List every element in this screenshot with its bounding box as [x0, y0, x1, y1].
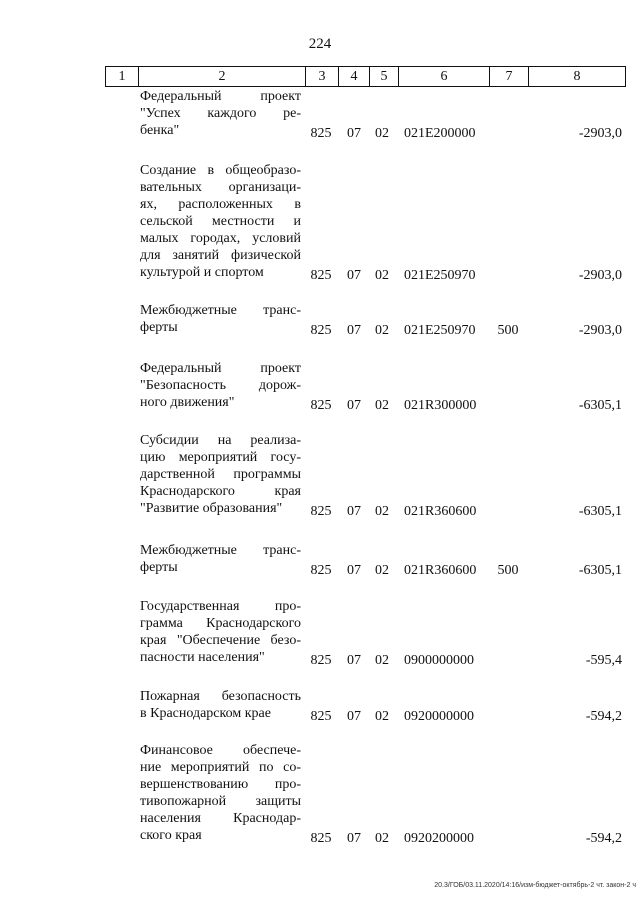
description-line: дарственной программы [140, 467, 301, 482]
description-line: вательных организаци- [140, 180, 301, 195]
description-line: Федеральный проект [140, 89, 301, 104]
description-line: Создание в общеобразо- [140, 163, 301, 178]
row-description [140, 88, 301, 139]
cell-col-8: -6305,1 [578, 563, 622, 578]
cell-col-8: -2903,0 [578, 126, 622, 141]
cell-col-4: 07 [347, 563, 361, 578]
description-line: малых городах, условий [140, 231, 301, 246]
cell-col-8: -594,2 [585, 709, 622, 724]
header-col-7: 7 [490, 67, 529, 87]
description-line: тивопожарной защиты [140, 794, 301, 809]
description-line: ского края [140, 828, 202, 843]
cell-col-4: 07 [347, 709, 361, 724]
footer-stamp: 20.3/ГОБ/03.11.2020/14:16/изм-бюджет-октябрь-2 чт. закон-2 ч [434, 882, 636, 889]
cell-col-6: 021R360600 [404, 504, 477, 519]
cell-col-5: 02 [375, 323, 389, 338]
cell-col-6: 021R300000 [404, 398, 477, 413]
row-description [140, 598, 301, 666]
page-number: 224 [308, 36, 332, 52]
description-line: Межбюджетные транс- [140, 303, 301, 318]
row-description [140, 688, 301, 722]
description-line: Субсидии на реализа- [140, 433, 301, 448]
description-line: Краснодарского края [140, 484, 301, 499]
row-description [140, 162, 301, 281]
cell-col-5: 02 [375, 831, 389, 846]
cell-col-4: 07 [347, 323, 361, 338]
description-line: Федеральный проект [140, 361, 301, 376]
cell-col-3: 825 [310, 831, 332, 846]
cell-col-8: -2903,0 [578, 323, 622, 338]
row-description [140, 302, 301, 336]
description-line: цию мероприятий госу- [140, 450, 301, 465]
cell-col-6: 021Е250970 [404, 268, 476, 283]
header-col-1: 1 [106, 67, 139, 87]
cell-col-5: 02 [375, 126, 389, 141]
description-line: края "Обеспечение безо- [140, 633, 301, 648]
description-line: грамма Краснодарского [140, 616, 301, 631]
description-line: "Успех каждого ре- [140, 106, 301, 121]
cell-col-5: 02 [375, 563, 389, 578]
cell-col-5: 02 [375, 653, 389, 668]
cell-col-4: 07 [347, 398, 361, 413]
cell-col-6: 021Е250970 [404, 323, 476, 338]
row-description [140, 360, 301, 411]
cell-col-8: -6305,1 [578, 398, 622, 413]
cell-col-7: 500 [497, 323, 519, 338]
cell-col-6: 0900000000 [404, 653, 474, 668]
description-line: ях, расположенных в [140, 197, 301, 212]
cell-col-5: 02 [375, 398, 389, 413]
cell-col-3: 825 [310, 323, 332, 338]
description-line: Финансовое обеспече- [140, 743, 301, 758]
header-col-5: 5 [370, 67, 399, 87]
cell-col-4: 07 [347, 504, 361, 519]
row-description [140, 742, 301, 844]
description-line: вершенствованию про- [140, 777, 301, 792]
cell-col-3: 825 [310, 709, 332, 724]
cell-col-8: -594,2 [585, 831, 622, 846]
description-line: ферты [140, 320, 178, 335]
description-line: Пожарная безопасность [140, 689, 301, 704]
cell-col-3: 825 [310, 398, 332, 413]
cell-col-8: -2903,0 [578, 268, 622, 283]
description-line: Государственная про- [140, 599, 301, 614]
description-line: сельской местности и [140, 214, 301, 229]
description-line: "Развитие образования" [140, 501, 283, 516]
cell-col-3: 825 [310, 563, 332, 578]
header-col-3: 3 [306, 67, 339, 87]
description-line: ние мероприятий по со- [140, 760, 301, 775]
cell-col-8: -595,4 [585, 653, 622, 668]
header-col-4: 4 [339, 67, 370, 87]
row-description [140, 432, 301, 517]
cell-col-8: -6305,1 [578, 504, 622, 519]
header-col-2: 2 [139, 67, 306, 87]
cell-col-6: 0920200000 [404, 831, 474, 846]
description-line: населения Краснодар- [140, 811, 301, 826]
cell-col-7: 500 [497, 563, 519, 578]
cell-col-4: 07 [347, 268, 361, 283]
description-line: "Безопасность дорож- [140, 378, 301, 393]
cell-col-3: 825 [310, 504, 332, 519]
header-col-6: 6 [399, 67, 490, 87]
description-line: для занятий физической [140, 248, 301, 263]
description-line: пасности населения" [140, 650, 265, 665]
header-col-8: 8 [529, 67, 626, 87]
cell-col-4: 07 [347, 831, 361, 846]
row-description [140, 542, 301, 576]
description-line: в Краснодарском крае [140, 706, 271, 721]
description-line: ного движения" [140, 395, 235, 410]
description-line: ферты [140, 560, 178, 575]
cell-col-6: 021Е200000 [404, 126, 476, 141]
cell-col-5: 02 [375, 504, 389, 519]
description-line: бенка" [140, 123, 180, 138]
description-line: Межбюджетные транс- [140, 543, 301, 558]
cell-col-5: 02 [375, 268, 389, 283]
description-line: культурой и спортом [140, 265, 264, 280]
cell-col-4: 07 [347, 653, 361, 668]
cell-col-6: 021R360600 [404, 563, 477, 578]
cell-col-3: 825 [310, 653, 332, 668]
cell-col-4: 07 [347, 126, 361, 141]
cell-col-3: 825 [310, 126, 332, 141]
cell-col-6: 0920000000 [404, 709, 474, 724]
cell-col-5: 02 [375, 709, 389, 724]
cell-col-3: 825 [310, 268, 332, 283]
